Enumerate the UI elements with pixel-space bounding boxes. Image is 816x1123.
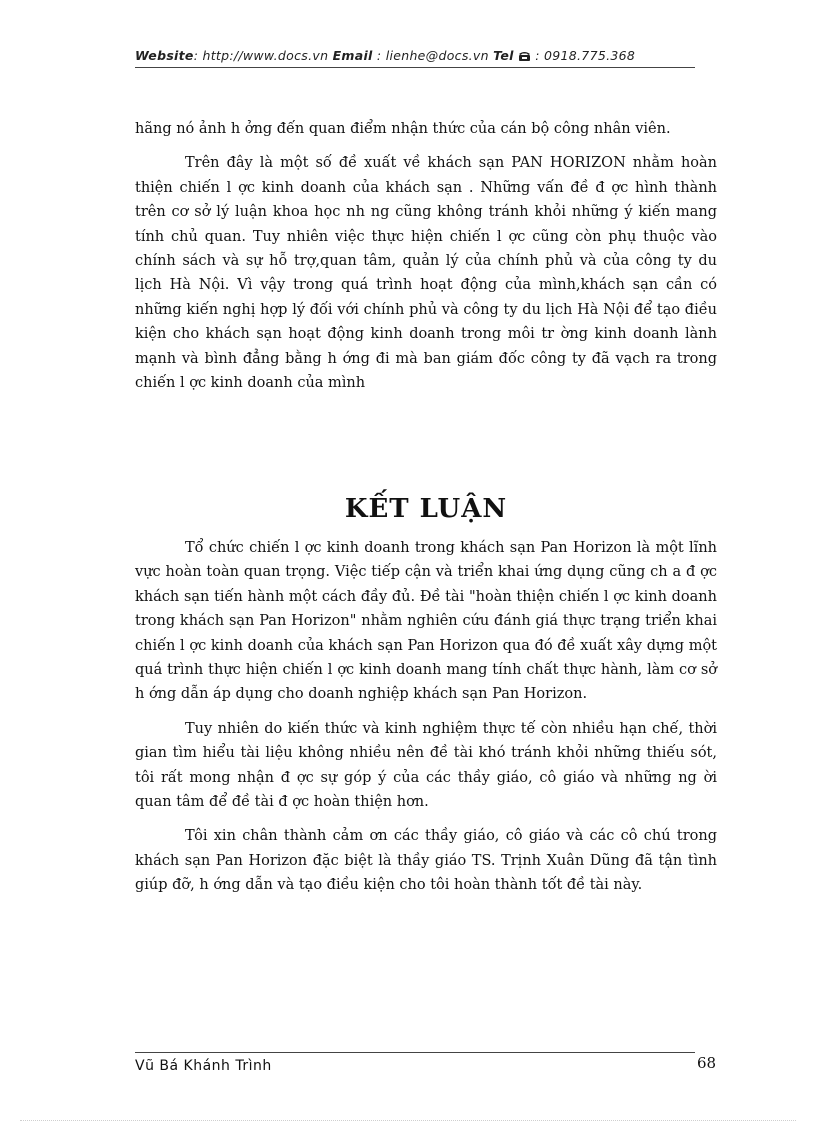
email-label: Email <box>332 48 373 63</box>
paragraph: Tuy nhiên do kiến thức và kinh nghiệm thực tế còn nhiều hạn chế, thời gian tìm hiểu tài liệu không nhiều nên đề tài khó tránh khỏi những thiếu sót, tôi rất mong nhận đ ợc sự góp ý của các thầy giáo, cô giáo và những ng ời quan tâm để đề tài đ ợc hoàn thiện hơn. <box>135 720 717 811</box>
paragraph: Tôi xin chân thành cảm ơn các thầy giáo, cô giáo và các cô chú trong khách sạn Pan Horizon đặc biệt là thầy giáo TS. Trịnh Xuân Dũng đã tận tình giúp đỡ, h ớng dẫn và tạo điều kiện cho tôi hoàn thành tốt đề tài này. <box>135 828 717 894</box>
website-label: Website <box>135 48 194 63</box>
phone-icon <box>518 50 531 65</box>
paragraph: hãng nó ảnh h ởng đến quan điểm nhận thức của cán bộ công nhân viên. <box>135 121 671 137</box>
section-proposals <box>135 117 717 395</box>
section-conclusion <box>135 536 717 908</box>
page-number: 68 <box>697 1054 717 1072</box>
website-url: : http://www.docs.vn <box>193 48 333 63</box>
paragraph: Trên đây là một số đề xuất về khách sạn PAN HORIZON nhằm hoàn thiện chiến l ợc kinh doanh của khách sạn . Những vấn đề đ ợc hình thành trên cơ sở lý luận khoa học nh ng cũng không tránh khỏi những ý kiến mang tính chủ quan. Tuy nhiên việc thực hiện chiến l ợc cũng còn phụ thuộc vào chính sách và sự hỗ trợ,quan tâm, quản lý của chính phủ và của công ty du lịch Hà Nội. Vì vậy trong quá trình hoạt động của mình,khách sạn cần có những kiến nghị hợp lý đối với chính phủ và công ty du lịch Hà Nội để tạo điều kiện cho khách sạn hoạt động kinh doanh trong môi tr ờng kinh doanh lành mạnh và bình đẳng bằng h ớng đi mà ban giám đốc công ty đã vạch ra trong chiến l ợc kinh doanh của mình <box>135 155 717 392</box>
section-title: KẾT LUẬN <box>344 494 508 524</box>
tel-number: : 0918.775.368 <box>530 48 636 63</box>
page-edge-divider <box>20 1120 796 1121</box>
tel-label: Tel <box>493 48 514 63</box>
email-address: : lienhe@docs.vn <box>372 48 494 63</box>
header-divider <box>135 67 695 68</box>
paragraph: Tổ chức chiến l ợc kinh doanh trong khách sạn Pan Horizon là một lĩnh vực hoàn toàn quan trọng. Việc tiếp cận và triển khai ứng dụng cũng ch a đ ợc khách sạn tiến hành một cách đầy đủ. Đề tài "hoàn thiện chiến l ợc kinh doanh trong khách sạn Pan Horizon" nhằm nghiên cứu đánh giá thực trạng triển khai chiến l ợc kinh doanh của khách sạn Pan Horizon qua đó đề xuất xây dựng một quá trình thực hiện chiến l ợc kinh doanh mang tính chất thực hành, làm cơ sở h ớng dẫn áp dụng cho doanh nghiệp khách sạn Pan Horizon. <box>135 540 717 703</box>
footer-divider <box>135 1052 695 1053</box>
page-header <box>135 48 695 65</box>
author-name: Vũ Bá Khánh Trình <box>135 1058 272 1074</box>
